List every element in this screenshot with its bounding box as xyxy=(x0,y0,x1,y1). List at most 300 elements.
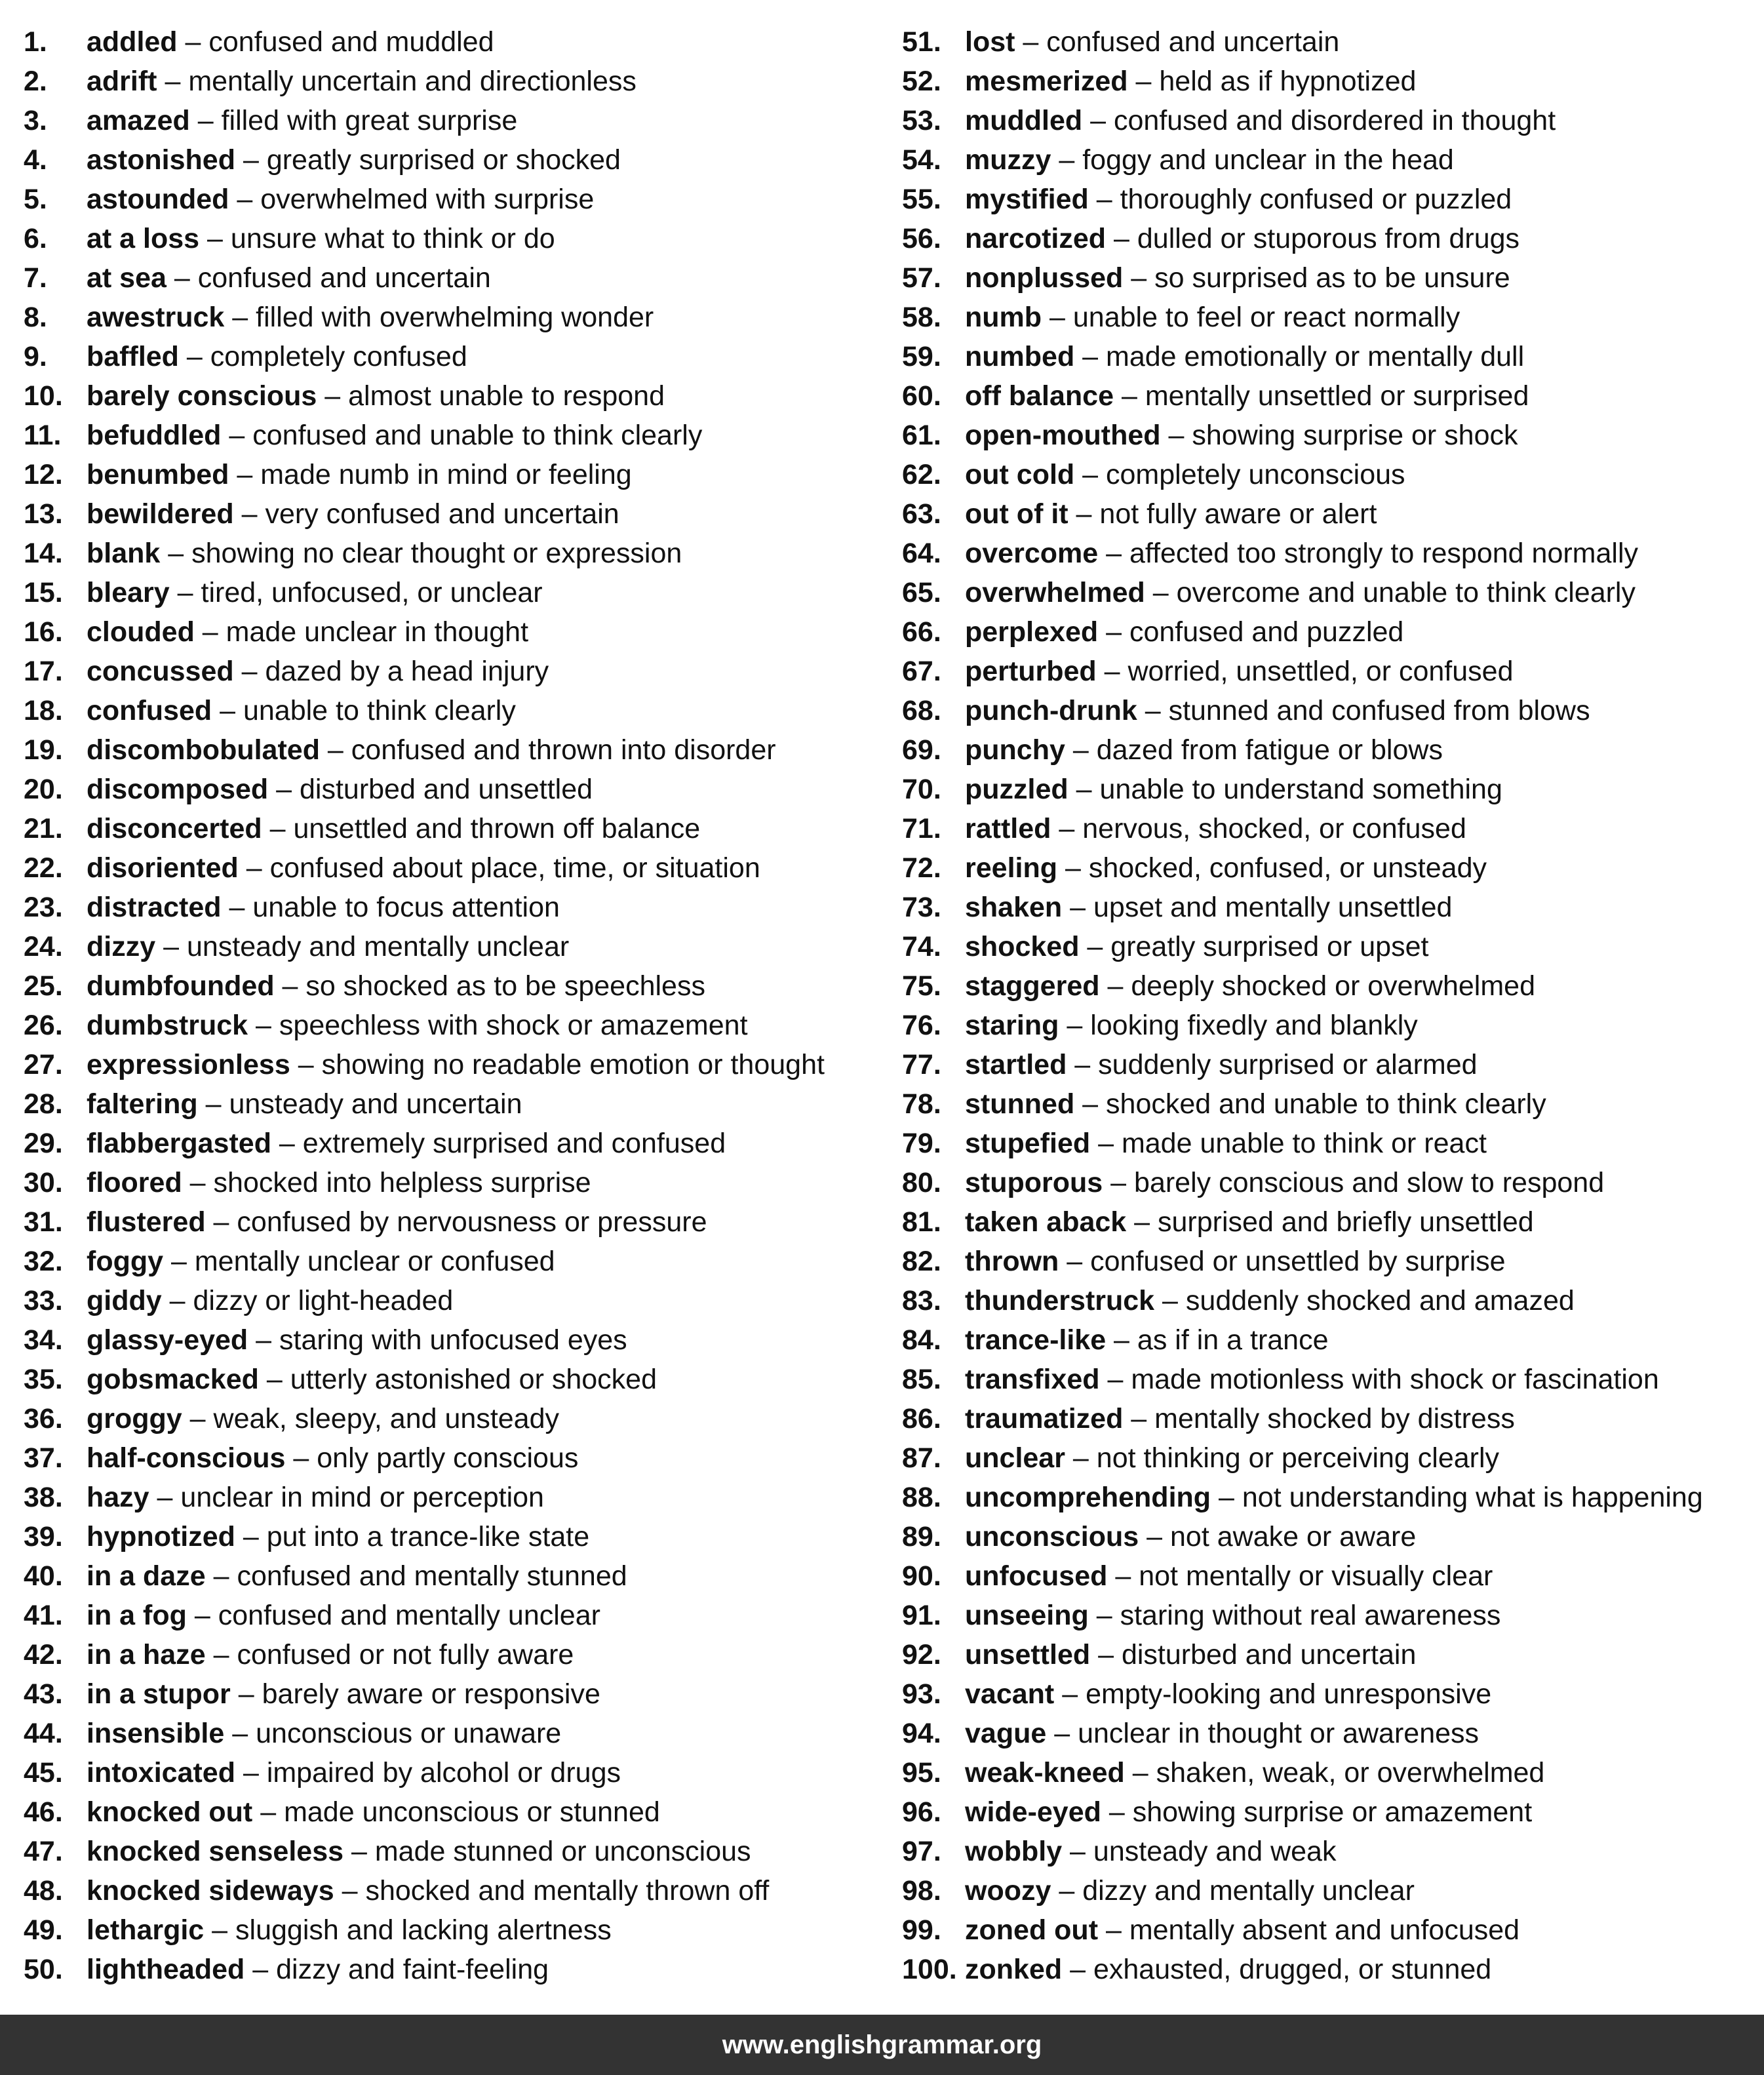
item-number: 6. xyxy=(24,223,47,254)
item-separator: – xyxy=(1082,105,1114,136)
item-term: unseeing xyxy=(965,1600,1089,1631)
item-definition: not mentally or visually clear xyxy=(1139,1560,1493,1592)
list-item xyxy=(24,180,876,219)
item-definition: completely confused xyxy=(210,341,467,372)
item-term: perplexed xyxy=(965,616,1099,648)
footer-website: www.englishgrammar.org xyxy=(0,2015,1764,2075)
item-definition: shocked into helpless surprise xyxy=(213,1167,591,1198)
item-number: 55. xyxy=(902,184,941,215)
list-item xyxy=(24,1753,876,1792)
item-definition: unclear in mind or perception xyxy=(180,1482,544,1513)
item-number: 70. xyxy=(902,774,941,805)
item-body xyxy=(87,298,654,337)
item-term: addled xyxy=(87,26,178,58)
list-item xyxy=(24,62,876,101)
item-definition: confused and muddled xyxy=(208,26,494,58)
item-term: muzzy xyxy=(965,144,1051,176)
item-definition: thoroughly confused or puzzled xyxy=(1120,184,1512,215)
item-term: zonked xyxy=(965,1954,1063,1985)
item-term: punchy xyxy=(965,734,1065,766)
item-definition: shaken, weak, or overwhelmed xyxy=(1156,1757,1545,1788)
item-term: thrown xyxy=(965,1246,1059,1277)
item-definition: looking fixedly and blankly xyxy=(1090,1010,1418,1041)
item-separator: – xyxy=(1098,538,1129,569)
item-number: 97. xyxy=(902,1836,941,1867)
item-definition: confused and puzzled xyxy=(1129,616,1404,648)
item-separator: – xyxy=(163,1246,195,1277)
item-body xyxy=(87,534,682,573)
list-item xyxy=(902,416,1754,455)
list-item xyxy=(902,1360,1754,1399)
list-item xyxy=(902,1281,1754,1320)
list-item xyxy=(902,1438,1754,1478)
item-body xyxy=(87,1871,769,1910)
item-number: 48. xyxy=(24,1875,63,1907)
item-number: 71. xyxy=(902,813,941,844)
item-term: in a haze xyxy=(87,1639,206,1670)
item-number: 21. xyxy=(24,813,63,844)
item-number: 84. xyxy=(902,1324,941,1356)
item-definition: staring with unfocused eyes xyxy=(279,1324,627,1356)
list-item xyxy=(24,848,876,888)
item-term: in a stupor xyxy=(87,1678,231,1710)
item-number: 58. xyxy=(902,302,941,333)
list-item xyxy=(902,809,1754,848)
item-body xyxy=(965,534,1638,573)
item-body xyxy=(87,1753,621,1792)
list-item xyxy=(24,809,876,848)
list-item xyxy=(902,1320,1754,1360)
item-body xyxy=(965,1517,1416,1556)
item-body xyxy=(965,1832,1336,1871)
item-separator: – xyxy=(1051,813,1083,844)
item-definition: made emotionally or mentally dull xyxy=(1106,341,1525,372)
item-separator: – xyxy=(1062,1954,1093,1985)
item-term: unfocused xyxy=(965,1560,1108,1592)
item-body xyxy=(87,1438,578,1478)
right-column xyxy=(902,22,1754,1989)
item-term: narcotized xyxy=(965,223,1107,254)
list-item xyxy=(902,1753,1754,1792)
item-term: at sea xyxy=(87,262,167,294)
item-definition: very confused and uncertain xyxy=(265,498,619,530)
list-item xyxy=(24,22,876,62)
item-number: 73. xyxy=(902,892,941,923)
item-definition: utterly astonished or shocked xyxy=(290,1364,657,1395)
list-item xyxy=(902,1006,1754,1045)
item-definition: almost unable to respond xyxy=(348,380,665,412)
item-term: stunned xyxy=(965,1088,1075,1120)
list-item xyxy=(24,1714,876,1753)
item-separator: – xyxy=(268,774,300,805)
item-definition: showing surprise or amazement xyxy=(1132,1796,1533,1828)
item-term: astounded xyxy=(87,184,229,215)
item-definition: deeply shocked or overwhelmed xyxy=(1131,970,1536,1002)
list-item xyxy=(24,1399,876,1438)
list-item xyxy=(24,1006,876,1045)
item-term: rattled xyxy=(965,813,1051,844)
item-term: foggy xyxy=(87,1246,164,1277)
list-item xyxy=(902,1556,1754,1596)
item-definition: mentally unclear or confused xyxy=(194,1246,555,1277)
item-number: 91. xyxy=(902,1600,941,1631)
item-term: wobbly xyxy=(965,1836,1063,1867)
item-separator: – xyxy=(1139,1521,1171,1552)
item-definition: as if in a trance xyxy=(1137,1324,1329,1356)
item-number: 2. xyxy=(24,66,47,97)
item-number: 76. xyxy=(902,1010,941,1041)
item-body xyxy=(87,1517,589,1556)
item-number: 18. xyxy=(24,695,63,726)
item-definition: suddenly shocked and amazed xyxy=(1185,1285,1575,1316)
item-body xyxy=(965,416,1518,455)
item-separator: – xyxy=(271,1128,303,1159)
item-number: 20. xyxy=(24,774,63,805)
item-number: 66. xyxy=(902,616,941,648)
item-body xyxy=(965,1360,1659,1399)
item-separator: – xyxy=(1054,1678,1086,1710)
list-item xyxy=(24,927,876,966)
item-term: insensible xyxy=(87,1718,225,1749)
item-number: 11. xyxy=(24,420,62,451)
item-term: lost xyxy=(965,26,1015,58)
item-separator: – xyxy=(221,892,253,923)
item-body xyxy=(87,1360,657,1399)
item-definition: only partly conscious xyxy=(317,1442,579,1474)
list-item xyxy=(24,612,876,652)
list-item xyxy=(902,1950,1754,1989)
item-number: 63. xyxy=(902,498,941,530)
item-number: 89. xyxy=(902,1521,941,1552)
item-definition: barely aware or responsive xyxy=(262,1678,600,1710)
item-term: dumbstruck xyxy=(87,1010,248,1041)
item-term: discombobulated xyxy=(87,734,320,766)
list-item xyxy=(24,1202,876,1242)
list-item xyxy=(24,652,876,691)
item-definition: foggy and unclear in the head xyxy=(1082,144,1454,176)
item-separator: – xyxy=(1098,1914,1129,1946)
item-definition: confused and disordered in thought xyxy=(1113,105,1556,136)
list-item xyxy=(24,376,876,416)
item-term: woozy xyxy=(965,1875,1051,1907)
item-body xyxy=(87,770,593,809)
item-number: 34. xyxy=(24,1324,63,1356)
item-separator: – xyxy=(1090,1639,1122,1670)
item-separator: – xyxy=(1068,774,1100,805)
item-number: 88. xyxy=(902,1482,941,1513)
list-item xyxy=(902,1910,1754,1950)
item-body xyxy=(965,1478,1703,1517)
item-definition: confused about place, time, or situation xyxy=(269,852,760,884)
item-body xyxy=(965,101,1556,140)
item-separator: – xyxy=(1088,1600,1120,1631)
item-body xyxy=(87,652,549,691)
item-separator: – xyxy=(290,1049,322,1080)
list-item xyxy=(24,140,876,180)
item-body xyxy=(965,1792,1532,1832)
item-definition: confused or not fully aware xyxy=(237,1639,574,1670)
item-separator: – xyxy=(343,1836,375,1867)
list-item xyxy=(902,1792,1754,1832)
item-body xyxy=(87,494,619,534)
item-definition: dizzy or light-headed xyxy=(193,1285,454,1316)
item-number: 65. xyxy=(902,577,941,608)
list-item xyxy=(902,1399,1754,1438)
item-body xyxy=(87,1320,627,1360)
item-term: dumbfounded xyxy=(87,970,275,1002)
item-term: intoxicated xyxy=(87,1757,235,1788)
list-item xyxy=(902,573,1754,612)
item-number: 26. xyxy=(24,1010,63,1041)
item-definition: made unclear in thought xyxy=(225,616,529,648)
item-term: taken aback xyxy=(965,1206,1127,1238)
item-number: 69. xyxy=(902,734,941,766)
list-item xyxy=(902,140,1754,180)
item-term: overcome xyxy=(965,538,1099,569)
left-column xyxy=(24,22,876,1989)
list-item xyxy=(902,376,1754,416)
item-number: 22. xyxy=(24,852,63,884)
item-number: 80. xyxy=(902,1167,941,1198)
item-definition: made motionless with shock or fascination xyxy=(1131,1364,1659,1395)
item-separator: – xyxy=(229,184,261,215)
list-item xyxy=(24,1596,876,1635)
item-separator: – xyxy=(334,1875,366,1907)
item-number: 59. xyxy=(902,341,941,372)
item-body xyxy=(87,140,621,180)
item-separator: – xyxy=(212,695,243,726)
item-body xyxy=(965,1950,1491,1989)
item-separator: – xyxy=(1059,1010,1091,1041)
item-body xyxy=(87,416,702,455)
item-term: shocked xyxy=(965,931,1080,962)
item-term: bewildered xyxy=(87,498,234,530)
item-number: 19. xyxy=(24,734,63,766)
item-body xyxy=(87,848,760,888)
item-definition: greatly surprised or shocked xyxy=(266,144,621,176)
item-body xyxy=(965,848,1487,888)
list-item xyxy=(24,1124,876,1163)
list-item xyxy=(902,888,1754,927)
item-definition: unconscious or unaware xyxy=(256,1718,562,1749)
list-item xyxy=(902,1478,1754,1517)
item-separator: – xyxy=(169,577,201,608)
item-separator: – xyxy=(235,1757,267,1788)
item-number: 61. xyxy=(902,420,941,451)
item-term: at a loss xyxy=(87,223,200,254)
item-body xyxy=(965,1714,1479,1753)
item-number: 79. xyxy=(902,1128,941,1159)
item-body xyxy=(87,730,776,770)
list-item xyxy=(24,770,876,809)
item-term: distracted xyxy=(87,892,222,923)
item-definition: disturbed and unsettled xyxy=(299,774,593,805)
item-body xyxy=(87,1556,627,1596)
item-separator: – xyxy=(1107,1560,1139,1592)
item-number: 12. xyxy=(24,459,63,490)
item-term: expressionless xyxy=(87,1049,290,1080)
item-body xyxy=(87,809,700,848)
item-separator: – xyxy=(319,734,351,766)
item-body xyxy=(965,1674,1491,1714)
item-number: 38. xyxy=(24,1482,63,1513)
item-separator: – xyxy=(1123,1403,1155,1434)
list-item xyxy=(902,258,1754,298)
item-separator: – xyxy=(161,1285,193,1316)
item-body xyxy=(965,1084,1546,1124)
item-definition: made stunned or unconscious xyxy=(374,1836,751,1867)
item-term: shaken xyxy=(965,892,1063,923)
item-separator: – xyxy=(166,262,198,294)
item-number: 68. xyxy=(902,695,941,726)
item-definition: tired, unfocused, or unclear xyxy=(201,577,543,608)
item-separator: – xyxy=(1106,1324,1137,1356)
item-body xyxy=(965,1910,1519,1950)
item-term: vacant xyxy=(965,1678,1055,1710)
item-body xyxy=(87,1792,660,1832)
item-definition: unsteady and mentally unclear xyxy=(186,931,570,962)
list-item xyxy=(902,219,1754,258)
item-number: 28. xyxy=(24,1088,63,1120)
item-body xyxy=(87,1281,453,1320)
list-item xyxy=(24,1674,876,1714)
item-term: stuporous xyxy=(965,1167,1103,1198)
item-number: 15. xyxy=(24,577,63,608)
item-separator: – xyxy=(1074,341,1107,372)
item-separator: – xyxy=(258,1364,290,1395)
item-separator: – xyxy=(274,970,306,1002)
item-definition: unsettled and thrown off balance xyxy=(293,813,701,844)
item-body xyxy=(87,691,516,730)
list-item xyxy=(24,455,876,494)
item-separator: – xyxy=(205,1560,237,1592)
item-term: punch-drunk xyxy=(965,695,1137,726)
item-number: 42. xyxy=(24,1639,63,1670)
item-body xyxy=(87,258,491,298)
item-term: giddy xyxy=(87,1285,162,1316)
item-term: confused xyxy=(87,695,212,726)
item-term: mesmerized xyxy=(965,66,1128,97)
item-number: 94. xyxy=(902,1718,941,1749)
item-term: flustered xyxy=(87,1206,206,1238)
item-body xyxy=(965,1202,1534,1242)
item-body xyxy=(87,1478,544,1517)
item-body xyxy=(965,1124,1487,1163)
item-definition: completely unconscious xyxy=(1106,459,1405,490)
item-term: befuddled xyxy=(87,420,222,451)
item-body xyxy=(965,809,1466,848)
item-definition: confused by nervousness or pressure xyxy=(237,1206,707,1238)
item-definition: shocked and unable to think clearly xyxy=(1106,1088,1546,1120)
item-definition: barely conscious and slow to respond xyxy=(1134,1167,1605,1198)
item-definition: unable to understand something xyxy=(1099,774,1502,805)
item-separator: – xyxy=(1137,695,1169,726)
item-body xyxy=(87,180,594,219)
list-item xyxy=(902,691,1754,730)
item-term: glassy-eyed xyxy=(87,1324,248,1356)
item-body xyxy=(965,22,1339,62)
item-term: zoned out xyxy=(965,1914,1099,1946)
item-body xyxy=(87,1910,612,1950)
item-number: 47. xyxy=(24,1836,63,1867)
list-item xyxy=(902,1596,1754,1635)
item-number: 100. xyxy=(902,1954,957,1985)
item-separator: – xyxy=(1098,616,1129,648)
item-separator: – xyxy=(233,656,265,687)
item-separator: – xyxy=(205,1639,237,1670)
item-definition: made unconscious or stunned xyxy=(284,1796,660,1828)
item-body xyxy=(965,219,1519,258)
list-item xyxy=(24,1163,876,1202)
item-term: concussed xyxy=(87,656,234,687)
item-separator: – xyxy=(1211,1482,1242,1513)
item-term: baffled xyxy=(87,341,179,372)
item-definition: shocked and mentally thrown off xyxy=(365,1875,770,1907)
item-number: 78. xyxy=(902,1088,941,1120)
item-number: 49. xyxy=(24,1914,63,1946)
item-separator: – xyxy=(1099,1364,1131,1395)
item-number: 4. xyxy=(24,144,47,176)
item-term: overwhelmed xyxy=(965,577,1145,608)
item-body xyxy=(965,1438,1499,1478)
item-number: 50. xyxy=(24,1954,63,1985)
item-separator: – xyxy=(1046,1718,1078,1749)
item-separator: – xyxy=(177,26,209,58)
item-definition: confused and unable to think clearly xyxy=(252,420,703,451)
item-term: vague xyxy=(965,1718,1047,1749)
item-body xyxy=(965,180,1512,219)
item-definition: unable to focus attention xyxy=(252,892,560,923)
item-definition: put into a trance-like state xyxy=(266,1521,590,1552)
item-definition: mentally unsettled or surprised xyxy=(1145,380,1529,412)
item-separator: – xyxy=(1051,1875,1083,1907)
list-item xyxy=(902,337,1754,376)
item-number: 40. xyxy=(24,1560,63,1592)
item-body xyxy=(965,1556,1493,1596)
item-body xyxy=(965,1242,1506,1281)
item-number: 30. xyxy=(24,1167,63,1198)
item-separator: – xyxy=(149,1482,181,1513)
list-item xyxy=(24,101,876,140)
item-separator: – xyxy=(1059,1246,1091,1277)
item-term: transfixed xyxy=(965,1364,1100,1395)
list-item xyxy=(902,1517,1754,1556)
item-definition: affected too strongly to respond normally xyxy=(1129,538,1639,569)
item-number: 25. xyxy=(24,970,63,1002)
item-number: 64. xyxy=(902,538,941,569)
item-separator: – xyxy=(194,616,226,648)
item-separator: – xyxy=(1099,970,1131,1002)
item-number: 90. xyxy=(902,1560,941,1592)
item-definition: unsure what to think or do xyxy=(230,223,555,254)
item-number: 37. xyxy=(24,1442,63,1474)
item-separator: – xyxy=(1114,380,1145,412)
item-separator: – xyxy=(1106,223,1137,254)
item-separator: – xyxy=(262,813,294,844)
item-body xyxy=(87,337,467,376)
item-separator: – xyxy=(178,341,210,372)
list-item xyxy=(24,1832,876,1871)
item-body xyxy=(965,1753,1544,1792)
item-separator: – xyxy=(1015,26,1047,58)
item-body xyxy=(965,298,1460,337)
item-separator: – xyxy=(1042,302,1073,333)
item-definition: not understanding what is happening xyxy=(1242,1482,1703,1513)
item-term: lethargic xyxy=(87,1914,205,1946)
list-item xyxy=(24,1242,876,1281)
item-separator: – xyxy=(285,1442,317,1474)
item-number: 10. xyxy=(24,380,63,412)
